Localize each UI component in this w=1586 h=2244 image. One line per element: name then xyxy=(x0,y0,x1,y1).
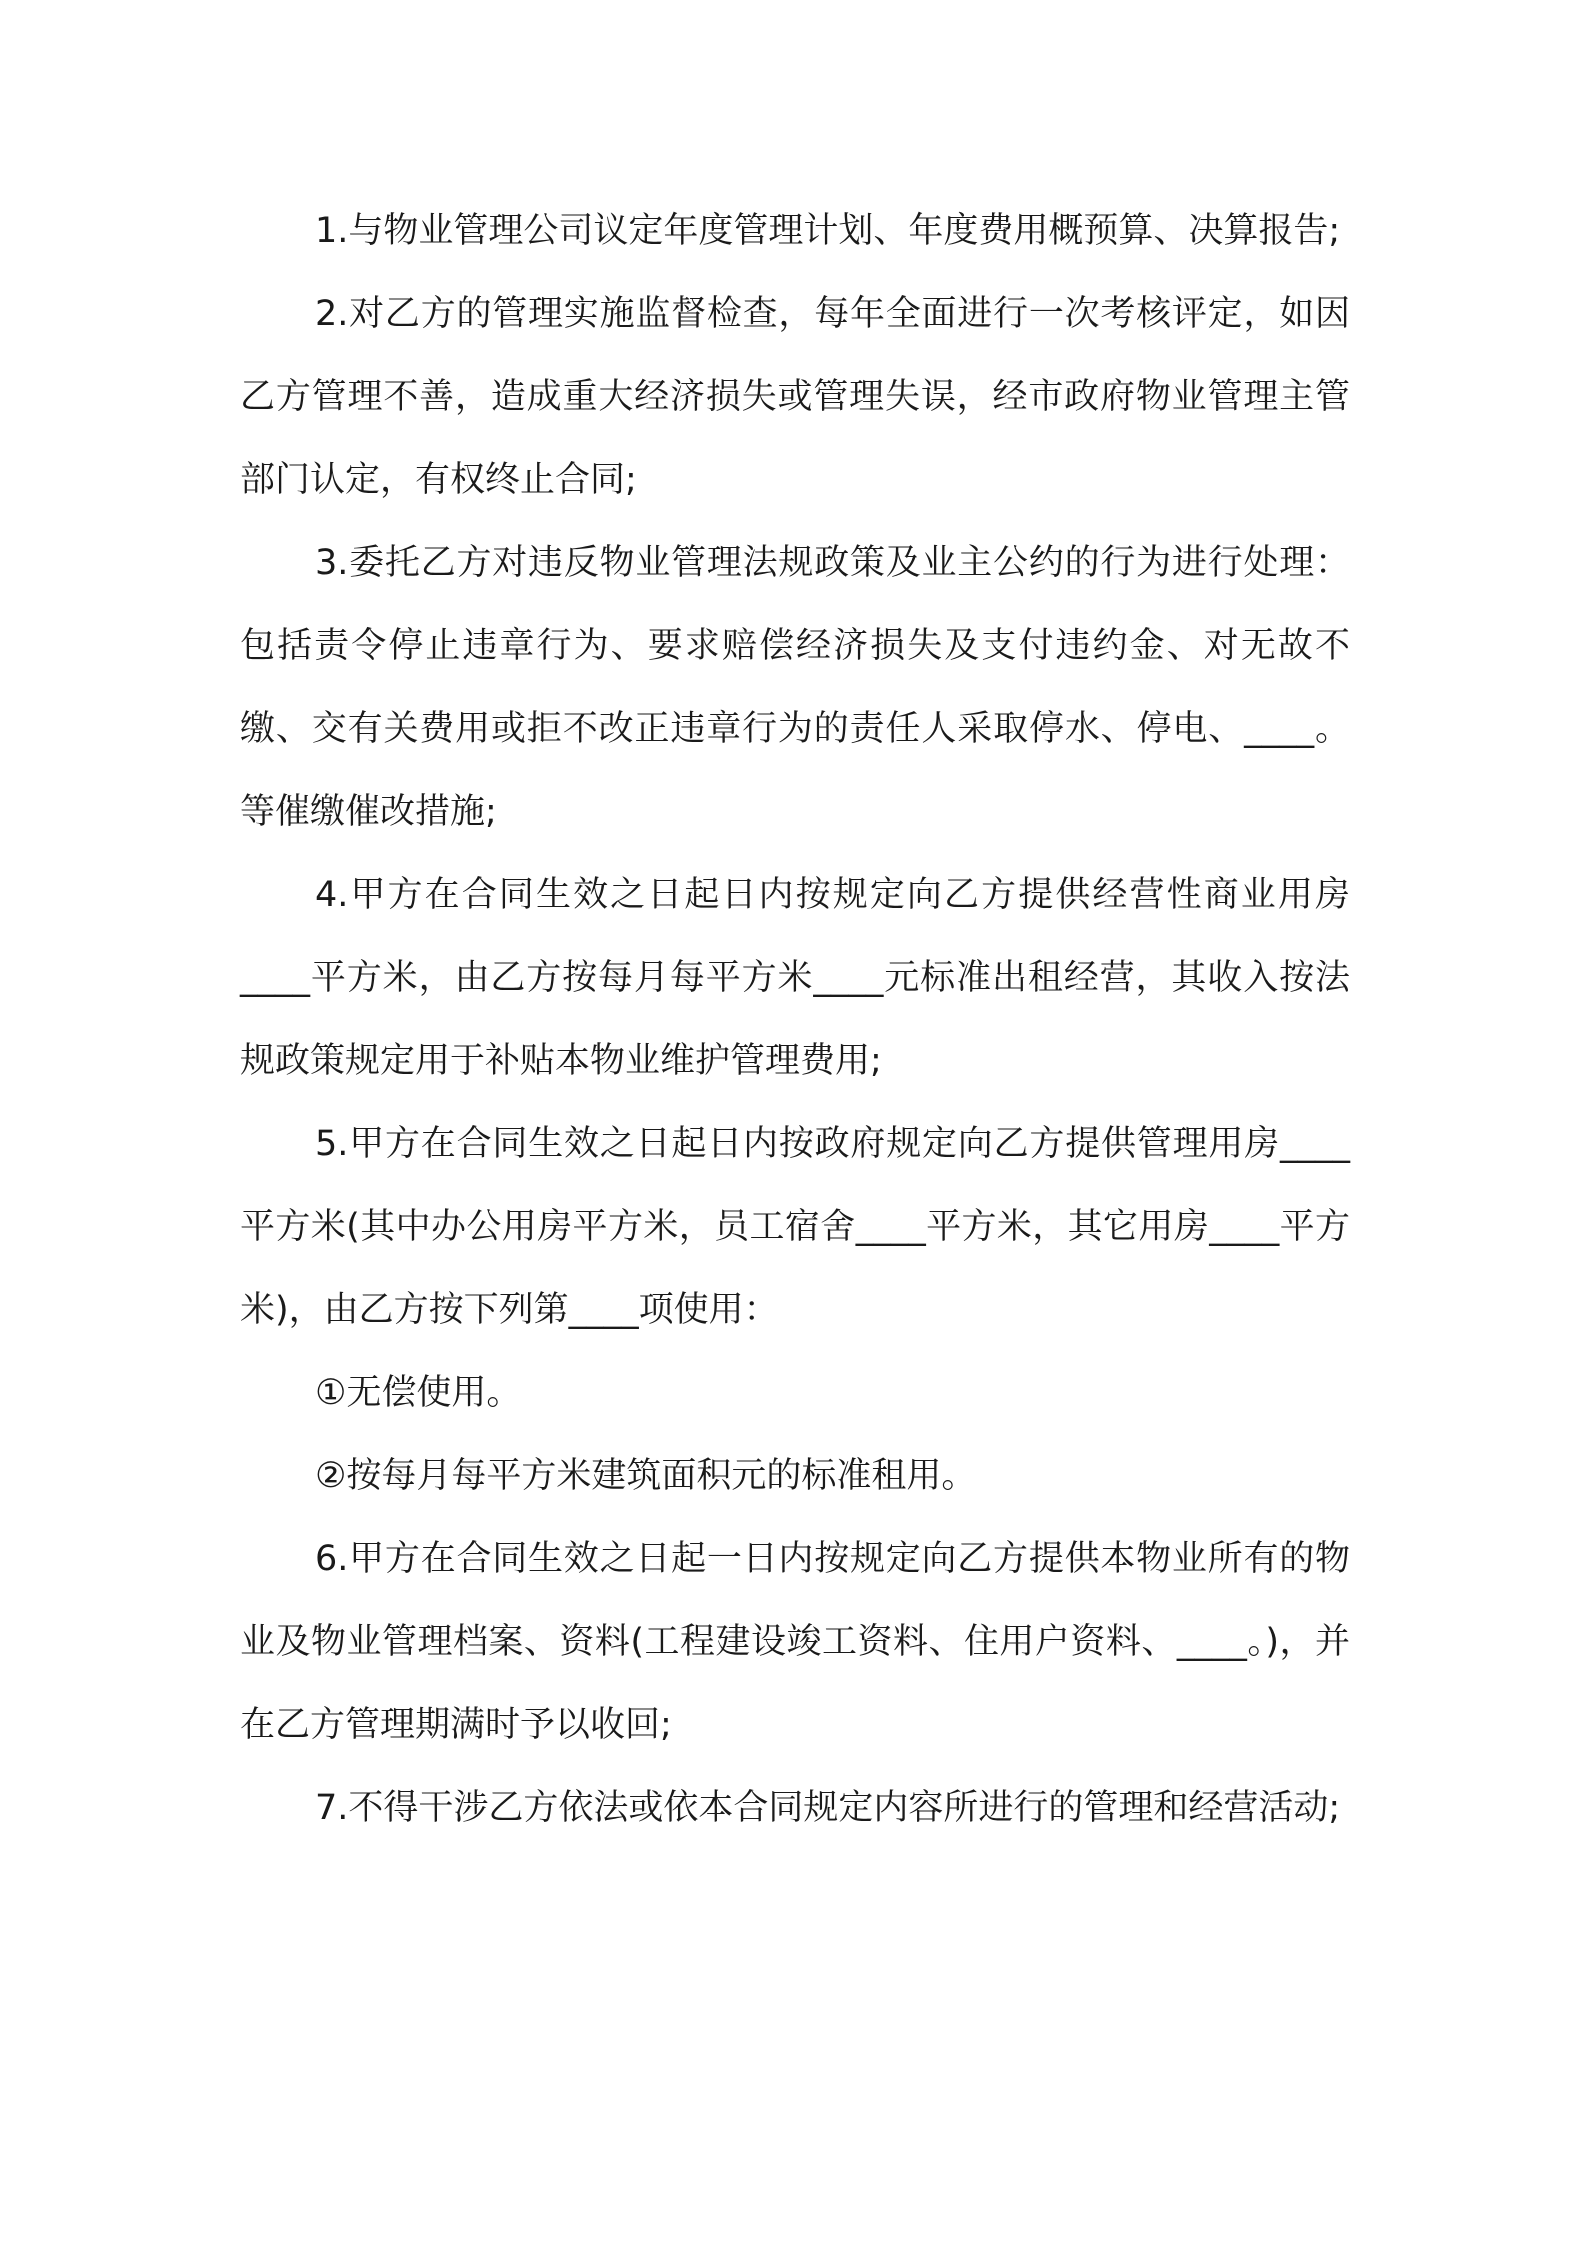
clause-5-option-1: ①无偿使用。 xyxy=(315,1373,522,1413)
clause-1: 1.与物业管理公司议定年度管理计划、年度费用概预算、决算报告; xyxy=(315,211,1341,251)
clause-4: 4.甲方在合同生效之日起日内按规定向乙方提供经营性商业用房____平方米，由乙方按每月每平方米____元标准出租经营，其收入按法规政策规定用于补贴本物业维护管理费用; xyxy=(240,875,1350,1081)
clause-6: 6.甲方在合同生效之日起一日内按规定向乙方提供本物业所有的物业及物业管理档案、资料(工程建设竣工资料、住用户资料、____。)，并在乙方管理期满时予以收回; xyxy=(240,1539,1350,1745)
clause-2: 2.对乙方的管理实施监督检查，每年全面进行一次考核评定，如因乙方管理不善，造成重大经济损失或管理失误，经市政府物业管理主管部门认定，有权终止合同; xyxy=(240,294,1350,500)
clause-3: 3.委托乙方对违反物业管理法规政策及业主公约的行为进行处理：包括责令停止违章行为、要求赔偿经济损失及支付违约金、对无故不缴、交有关费用或拒不改正违章行为的责任人采取停水、停电、____。等催缴催改措施; xyxy=(240,543,1350,832)
clause-5-option-2: ②按每月每平方米建筑面积元的标准租用。 xyxy=(315,1456,977,1496)
document-body xyxy=(240,190,1350,1850)
clause-7: 7.不得干涉乙方依法或依本合同规定内容所进行的管理和经营活动; xyxy=(315,1788,1341,1828)
clause-5: 5.甲方在合同生效之日起日内按政府规定向乙方提供管理用房____平方米(其中办公用房平方米，员工宿舍____平方米，其它用房____平方米)，由乙方按下列第____项使用： xyxy=(240,1124,1350,1330)
